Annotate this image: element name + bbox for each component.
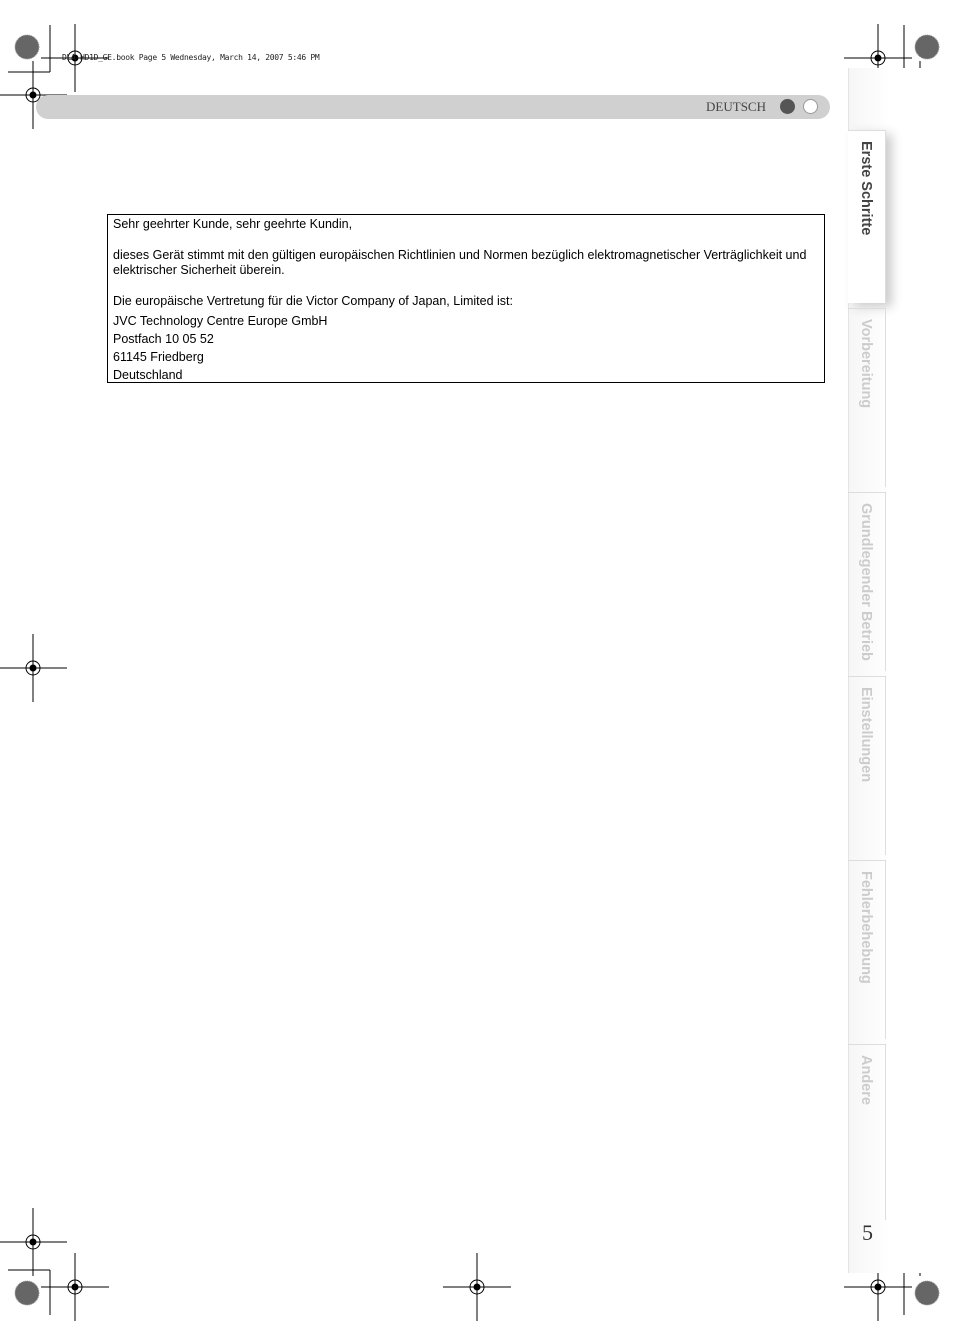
tab-einstellungen[interactable] <box>848 676 886 855</box>
crosshair-icon <box>41 1253 109 1321</box>
color-target-icon <box>915 1281 939 1305</box>
tab-label: Andere <box>858 1055 874 1105</box>
color-target-icon <box>915 35 939 59</box>
language-band <box>36 95 830 119</box>
color-target-icon <box>15 1281 39 1305</box>
color-target-icon <box>15 35 39 59</box>
tab-vorbereitung[interactable] <box>848 308 886 487</box>
crosshair-icon <box>0 1208 67 1276</box>
tab-grundlegender-betrieb[interactable] <box>848 492 886 671</box>
language-label: DEUTSCH <box>706 99 766 114</box>
tab-label: Erste Schritte <box>858 141 874 236</box>
address-line: JVC Technology Centre Europe GmbH <box>113 314 328 328</box>
crosshair-icon <box>0 634 67 702</box>
address-line: Postfach 10 05 52 <box>113 332 214 346</box>
conformity-notice <box>107 214 825 383</box>
file-header: DLA-HD1D_GE.book Page 5 Wednesday, March 14, 2007 5:46 PM <box>62 53 320 62</box>
tab-label: Einstellungen <box>858 687 874 783</box>
tab-fehlerbehebung[interactable] <box>848 860 886 1039</box>
crosshair-icon <box>443 1253 511 1321</box>
tab-label: Fehlerbehebung <box>858 871 874 984</box>
address-line: Deutschland <box>113 368 183 382</box>
tab-label: Vorbereitung <box>858 319 874 409</box>
representative-intro: Die europäische Vertretung für die Victor Company of Japan, Limited ist: <box>113 293 513 308</box>
light-dot-icon <box>803 99 818 114</box>
page-number: 5 <box>862 1220 873 1245</box>
dark-dot-icon <box>780 99 795 114</box>
address-line: 61145 Friedberg <box>113 350 204 364</box>
tab-andere[interactable] <box>848 1044 886 1220</box>
tab-erste-schritte[interactable] <box>848 130 886 303</box>
paragraph: dieses Gerät stimmt mit den gültigen europäischen Richtlinien und Normen bezüglich elektromagnetischer Verträglichkeit und elektrischer Sicherheit überein. <box>113 247 807 277</box>
tab-label: Grundlegender Betrieb <box>858 503 874 661</box>
salutation: Sehr geehrter Kunde, sehr geehrte Kundin, <box>113 217 353 231</box>
